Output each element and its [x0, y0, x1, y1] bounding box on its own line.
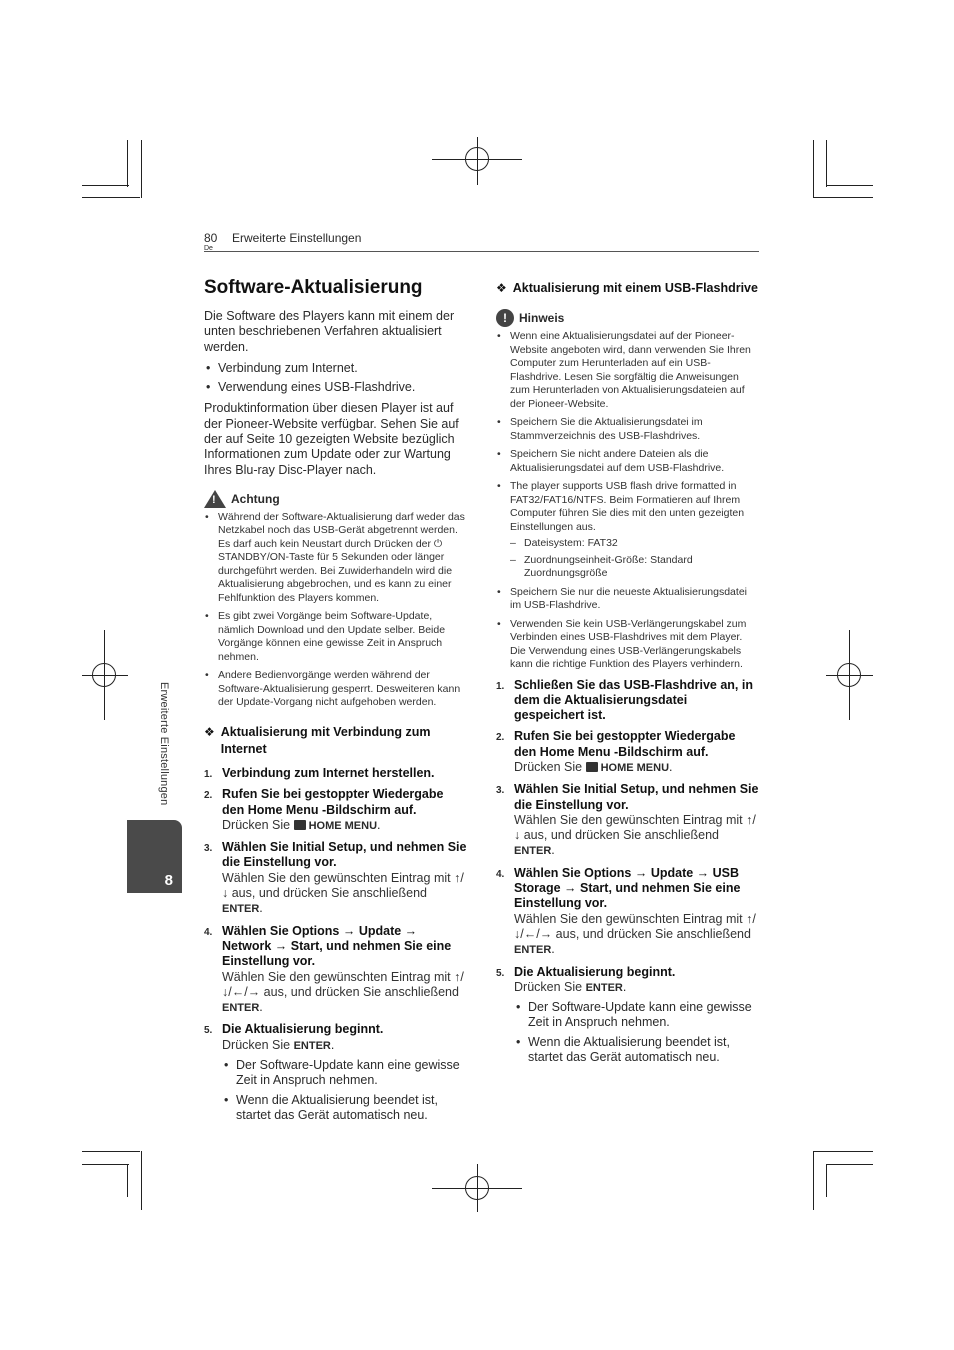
step-number: 1. — [204, 768, 213, 780]
warning-icon: ! — [204, 490, 226, 508]
step-instruction: Wählen Sie Options → Update → Network → Start, und nehmen Sie eine Einstellung vor. — [222, 923, 452, 969]
crop-mark — [82, 1164, 129, 1165]
list-item: • Wenn die Aktualisierung beendet ist, startet das Gerät automatisch neu. — [514, 1035, 760, 1066]
crop-mark — [813, 197, 873, 198]
step-item — [204, 766, 468, 781]
registration-mark — [92, 663, 116, 687]
step-item — [204, 787, 468, 834]
list-item-text: The player supports USB flash drive formatted in FAT32/FAT16/NTFS. Beim Formatieren auf Ihrem Computer führen Sie dies mit den unten gezeigten Einstellungen aus. — [510, 480, 745, 533]
key-name: ENTER — [585, 981, 623, 994]
step-description: Wählen Sie den gewünschten Eintrag mit ↑/↓/←/→ aus, und drücken Sie anschließend — [514, 911, 756, 941]
step-instruction: Die Aktualisierung beginnt. — [222, 1022, 384, 1037]
chapter-tab — [127, 820, 182, 893]
list-item: • Andere Bedienvorgänge werden während der Software-Aktualisierung gesperrt. Desweiteren kann der Update-Vorgang nicht aufgehoben werden. — [204, 669, 468, 710]
step-instruction: Rufen Sie bei gestoppter Wiedergabe den Home Menu -Bildschirm auf. — [222, 787, 444, 817]
crop-mark — [82, 185, 129, 186]
hint-title: Hinweis — [519, 311, 565, 325]
step-instruction: Wählen Sie Options → Update → USB Storage → Start, und nehmen Sie eine Einstellung vor. — [514, 865, 741, 911]
step-tail: . — [669, 759, 673, 774]
registration-mark — [465, 147, 489, 171]
internet-update-heading — [204, 724, 468, 758]
registration-mark — [465, 1176, 489, 1200]
registration-mark — [837, 663, 861, 687]
step-instruction: Rufen Sie bei gestoppter Wiedergabe den Home Menu -Bildschirm auf. — [514, 729, 736, 759]
list-item: • Der Software-Update kann eine gewisse Zeit in Anspruch nehmen. — [222, 1058, 468, 1089]
chapter-number: 8 — [164, 872, 173, 889]
step-tail: . — [622, 979, 627, 994]
key-name: HOME MENU — [600, 761, 670, 774]
step-description: Wählen Sie den gewünschten Eintrag mit ↑/↓ aus, und drücken Sie anschließend — [222, 870, 464, 901]
page-number: 80 — [204, 231, 218, 245]
step-instruction: Die Aktualisierung beginnt. — [514, 964, 676, 979]
step-tail: . — [551, 843, 555, 858]
step-item — [204, 1022, 468, 1123]
usb-steps — [496, 678, 760, 1066]
page-title: Software-Aktualisierung — [204, 277, 423, 298]
step-bullets — [514, 1000, 760, 1065]
step-bullets — [222, 1058, 468, 1123]
list-item: • Verbindung zum Internet. — [204, 361, 468, 376]
crop-mark — [826, 185, 873, 186]
crop-mark — [141, 140, 142, 198]
crop-mark — [826, 1164, 873, 1165]
home-icon — [294, 820, 306, 830]
list-item: – Dateisystem: FAT32 — [510, 537, 760, 551]
hint-heading — [496, 309, 760, 327]
home-icon — [586, 762, 598, 772]
key-name: ENTER — [222, 903, 260, 916]
crop-mark — [127, 1164, 128, 1197]
step-item — [204, 924, 468, 1017]
step-description: Drücken Sie — [222, 1037, 291, 1052]
step-instruction: Verbindung zum Internet herstellen. — [222, 765, 435, 780]
step-item — [496, 965, 760, 1066]
crop-mark — [82, 197, 140, 198]
step-number: 3. — [204, 843, 213, 855]
step-number: 4. — [204, 926, 213, 938]
key-name: ENTER — [222, 1002, 260, 1015]
list-item: • Wenn die Aktualisierung beendet ist, startet das Gerät automatisch neu. — [222, 1093, 468, 1124]
list-item: – Zuordnungseinheit-Größe: Standard Zuordnungsgröße — [510, 554, 760, 581]
crop-mark — [826, 140, 827, 187]
right-column — [496, 280, 760, 1071]
key-name: HOME MENU — [308, 819, 378, 832]
diamond-bullet-icon: ❖ — [496, 281, 507, 295]
header-section-name: Erweiterte Einstellungen — [232, 231, 362, 245]
crop-mark — [826, 1164, 827, 1197]
step-tail: . — [551, 942, 555, 957]
key-name: ENTER — [293, 1039, 331, 1052]
key-name: ENTER — [514, 845, 552, 858]
list-item: • Der Software-Update kann eine gewisse Zeit in Anspruch nehmen. — [514, 1000, 760, 1031]
list-item: • Verwenden Sie kein USB-Verlängerungskabel zum Verbinden eines USB-Flashdrives mit dem Player. Die Verwendung eines USB-Verlängerungskabels kann die richtige Funktion des Players verhindern. — [496, 618, 760, 672]
list-item: • Während der Software-Aktualisierung darf weder das Netzkabel noch das USB-Gerät abgetrennt werden. Es darf auch kein Neustart durch Drücken der ⏻ STANDBY/ON-Taste für 5 Sekunden oder länger durchgeführt werden. Bei Zuwiderhandeln wird die Aktualisierung abgebrochen, und es kann zu einer Fehlfunktion des Players kommen. — [204, 511, 468, 606]
step-description: Drücken Sie — [514, 759, 583, 774]
crop-mark — [813, 1151, 873, 1152]
exclamation-icon: ! — [496, 309, 514, 327]
step-description: Wählen Sie den gewünschten Eintrag mit ↑/↓ aus, und drücken Sie anschließend — [514, 812, 756, 843]
crop-mark — [813, 140, 814, 198]
usb-update-heading — [496, 280, 760, 297]
step-number: 5. — [496, 967, 505, 979]
list-item — [496, 480, 760, 581]
page-header — [204, 231, 759, 252]
diamond-bullet-icon: ❖ — [204, 724, 215, 739]
list-item: • Es gibt zwei Vorgänge beim Software-Update, nämlich Download und den Update selber. Beide Vorgänge können eine gewisse Zeit in Anspruch nehmen. — [204, 610, 468, 664]
step-number: 4. — [496, 868, 505, 880]
step-instruction: Schließen Sie das USB-Flashdrive an, in dem die Aktualisierungsdatei gespeichert ist. — [514, 677, 753, 723]
hint-list — [496, 330, 760, 672]
step-tail: . — [330, 1037, 335, 1052]
crop-mark — [141, 1151, 142, 1210]
step-instruction: Wählen Sie Initial Setup, und nehmen Sie die Einstellung vor. — [514, 782, 759, 812]
key-name: ENTER — [514, 944, 552, 957]
list-item: • Speichern Sie nur die neueste Aktualisierungsdatei im USB-Flashdrive. — [496, 586, 760, 613]
step-item — [496, 678, 760, 724]
list-item: • Wenn eine Aktualisierungsdatei auf der Pioneer-Website angeboten wird, dann verwenden Sie Ihren Computer zum Herunterladen auf ein USB-Flashdrive. Lesen Sie sorgfältig die Anweisungen zum Herunterladen von Aktualisierungsdateien auf der Pioneer-Website. — [496, 330, 760, 411]
page-language: De — [204, 245, 213, 252]
step-number: 2. — [496, 732, 505, 744]
step-item — [496, 866, 760, 959]
intro-paragraph: Die Software des Players kann mit einem der unten beschriebenen Verfahren aktualisiert werden. — [204, 309, 455, 354]
internet-steps — [204, 766, 468, 1123]
step-description: Wählen Sie den gewünschten Eintrag mit ↑/↓/←/→ aus, und drücken Sie anschließend — [222, 969, 464, 999]
step-number: 2. — [204, 790, 213, 802]
subhead-text: Aktualisierung mit einem USB-Flashdrive — [512, 281, 758, 295]
list-item: • Speichern Sie nicht andere Dateien als die Aktualisierungsdatei auf dem USB-Flashdrive. — [496, 448, 760, 475]
step-number: 3. — [496, 785, 505, 797]
list-item: • Verwendung eines USB-Flashdrive. — [204, 380, 468, 395]
crop-mark — [813, 1151, 814, 1210]
step-number: 1. — [496, 680, 505, 692]
subhead-text: Aktualisierung mit Verbindung zum Internet — [220, 724, 431, 756]
step-item — [204, 840, 468, 917]
caution-list — [204, 511, 468, 710]
methods-list — [204, 361, 468, 396]
step-tail: . — [259, 901, 263, 916]
step-description: Drücken Sie — [514, 979, 583, 994]
caution-title: Achtung — [231, 491, 280, 506]
info-paragraph: Produktinformation über diesen Player ist auf der Pioneer-Website verfügbar. Sehen Sie auf der auf Seite 10 gezeigten Website bezüglich Informationen zum Update oder zur Wartung Ihres Blu-ray Disc-Player nach. — [204, 401, 459, 477]
step-tail: . — [259, 1000, 263, 1015]
step-description: Drücken Sie — [222, 817, 291, 832]
side-section-label: Erweiterte Einstellungen — [158, 682, 170, 806]
format-settings-list — [510, 537, 760, 581]
list-item: • Speichern Sie die Aktualisierungsdatei im Stammverzeichnis des USB-Flashdrives. — [496, 416, 760, 443]
step-number: 5. — [204, 1025, 213, 1037]
left-column — [204, 276, 468, 1129]
step-item — [496, 782, 760, 859]
crop-mark — [127, 140, 128, 187]
caution-heading — [204, 490, 468, 508]
step-tail: . — [377, 817, 381, 832]
crop-mark — [82, 1151, 140, 1152]
step-instruction: Wählen Sie Initial Setup, und nehmen Sie die Einstellung vor. — [222, 840, 467, 870]
step-item — [496, 729, 760, 776]
